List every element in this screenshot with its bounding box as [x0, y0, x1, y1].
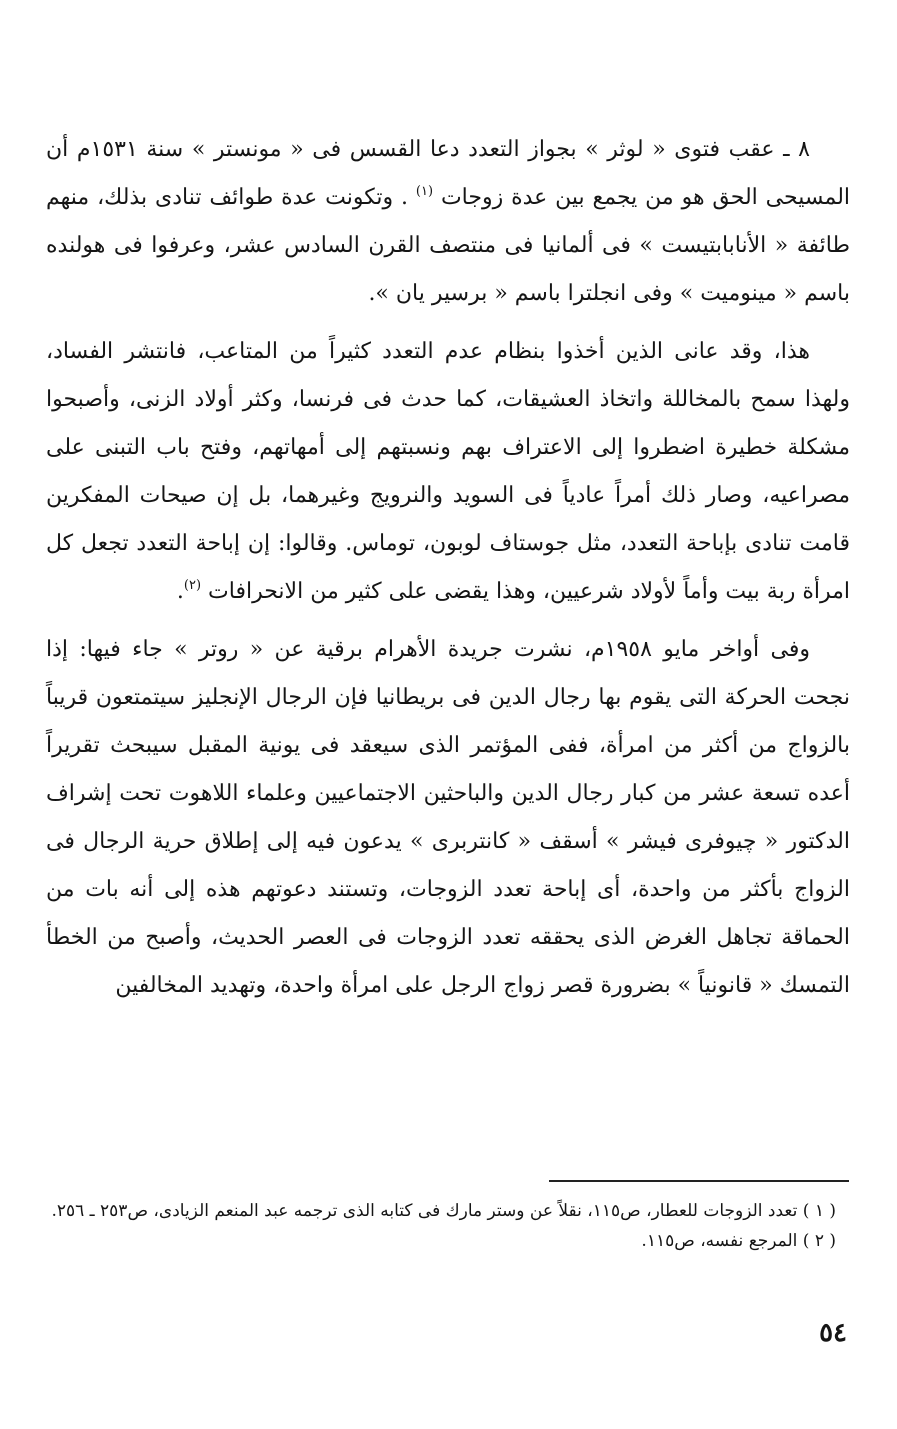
main-text — [46, 126, 850, 1010]
footnote-divider — [549, 1180, 849, 1182]
paragraph-1-text: ٨ ـ عقب فتوى « لوثر » بجواز التعدد دعا القسس فى « مونستر » سنة ١٥٣١م أن المسيحى الحق هو من يجمع بين عدة زوجات — [46, 137, 851, 210]
footnote-ref-2: (٢) — [183, 578, 202, 593]
footnote-1: ( ١ ) تعدد الزوجات للعطار، ص١١٥، نقلاً عن وستر مارك فى كتابه الذى ترجمه عبد المنعم الزيادى، ص٢٥٣ ـ ٢٥٦. — [51, 1201, 836, 1221]
paragraph-2-text: هذا، وقد عانى الذين أخذوا بنظام عدم التعدد كثيراً من المتاعب، فانتشر الفساد، ولهذا سمح بالمخاللة واتخاذ العشيقات، كما حدث فى فرنسا، وكثر أولاد الزنى، وأصبحوا مشكلة خطيرة اضطروا إلى الاعتراف بهم ونسبتهم إلى أمهاتهم، وفتح باب التبنى على مصراعيه، وصار ذلك أمراً عادياً فى السويد والنرويج وغيرهما، بل إن صيحات المفكرين قامت تنادى بإباحة التعدد، مثل جوستاف لوبون، توماس. وقالوا: إن إباحة التعدد تجعل كل امرأة ربة بيت وأماً لأولاد شرعيين، وهذا يقضى على كثير من الانحرافات — [46, 339, 850, 604]
footnote-2: ( ٢ ) المرجع نفسه، ص١١٥. — [641, 1231, 836, 1251]
paragraph-2 — [46, 328, 850, 616]
paragraph-3 — [46, 626, 850, 1010]
paragraph-3-text: وفى أواخر مايو ١٩٥٨م، نشرت جريدة الأهرام برقية عن « روتر » جاء فيها: إذا نجحت الحركة التى يقوم بها رجال الدين فى بريطانيا فإن الرجال الإنجليز سيتمتعون قريباً بالزواج من أكثر من امرأة، ففى المؤتمر الذى سيعقد فى يونية المقبل سيبحث تقريراً أعده تسعة عشر من كبار رجال الدين والباحثين الاجتماعيين وعلماء اللاهوت تحت إشراف الدكتور « چيوفرى فيشر » أسقف « كانتربرى » يدعون فيه إلى إطلاق حرية الرجال فى الزواج بأكثر من واحدة، أى إباحة تعدد الزوجات، وتستند دعوتهم هذه إلى أنه بات من الحماقة تجاهل الغرض الذى يحققه تعدد الزوجات فى العصر الحديث، وأصبح من الخطأ التمسك « قانونياً » بضرورة قصر زواج الرجل على امرأة واحدة، وتهديد المخالفين — [46, 637, 850, 998]
footnotes — [46, 1196, 850, 1256]
page-number: ٥٤ — [819, 1318, 847, 1348]
paragraph-1-tail: . وتكونت عدة طوائف تنادى بذلك، منهم طائفة « الأنابابتيست » فى ألمانيا فى منتصف القرن السادس عشر، وعرفوا فى هولنده باسم « مينوميت » وفى انجلترا باسم « برسير يان ». — [46, 185, 850, 306]
paragraph-1 — [46, 126, 850, 318]
paragraph-2-tail: . — [176, 579, 184, 604]
footnote-ref-1: (١) — [415, 184, 434, 199]
